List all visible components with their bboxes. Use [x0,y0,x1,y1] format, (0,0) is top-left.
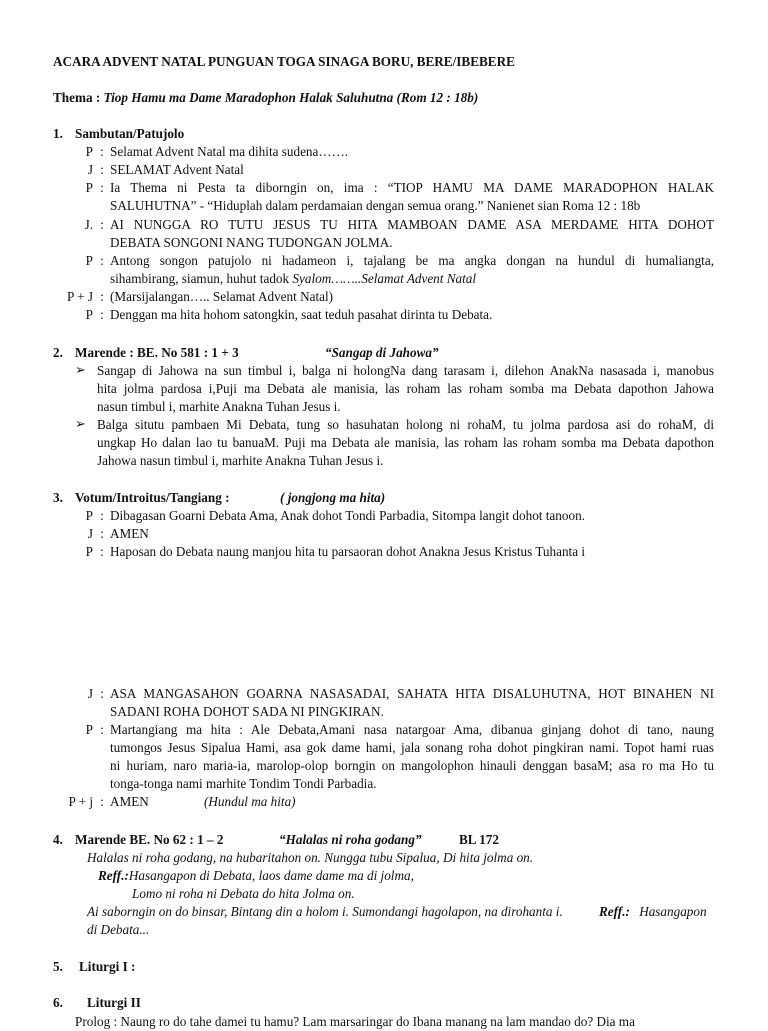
document-page: ACARA ADVENT NATAL PUNGUAN TOGA SINAGA BORU, BERE/IBEBERE Thema : Tiop Hamu ma Dame Maradophon Halak Saluhutna (Rom 12 : 18b) 1. Sambutan/Patujolo P : Selamat Advent Natal ma dihita sudena……. J : SELAMAT Advent Natal P : Ia Thema ni Pesta ta diborngin on, ima : “TIOP HAMU MA DAME MARADOPHON HALAK SALUHUTNA” - “Hiduplah dalam perdamaian dengan semua orang.” Nanienet sian Roma 12 : 18b J. : AI NUNGGA RO TUTU JESUS TU HITA MAMBOAN DAME ASA MERDAME HITA DOHOT DEBATA SONGONI NANG TUDONGAN JOLMA. P : Antong songon patujolo ni hadameon i, tajalang be ma angka dongan na hundul di humaliangta, sihambirang, siamun, huhut tadok Syalom……..Selamat Advent Natal P + J : (Marsijalangan….. Selamat Advent Natal) P : Denggan ma hita hohom satongkin, saat teduh pasahat dirinta tu Debata. 2. Marende : BE. No 581 : 1 + 3 “Sangap di Jahowa” ➢ Sangap di Jahowa na sun timbul i, balga ni holongNa dang tarasam i, dilehon AnakNa nasasada i, manobus hita jolma pardosa i,Puji ma Debata ale manisia, las roham las roham somba ma Debata dapothon Jahowa nasun timbul i, marhite Anakna Tuhan Jesus i. ➢ Balga situtu pambaen Mi Debata, tung so hasuhatan holong ni rohaM, tu jolma pardosa asi do rohaM, di ungkap Ho dalan lao tu banuaM. Puji ma Debata ale manisia, las roham las roham somba ma Debata dapothon Jahowa nasun timbul i, marhite Anakna Tuhan Jesus i. 3. Votum/Introitus/Tangiang : ( jongjong ma hita) P : Dibagasan Goarni Debata Ama, Anak dohot Tondi Parbadia, Sitompa langit dohot tanoon. J : AMEN P : Haposan do Debata naung manjou hita tu parsaoran dohot Anakna Jesus Kristus Tuhanta i J : ASA MANGASAHON GOARNA NASASADAI, SAHATA HITA DISALUHUTNA, HOT BINAHEN NI SADANI ROHA DOHOT SADA NI PINGKIRAN. P : Martangiang ma hita : Ale Debata,Amani nasa natargoar Ama, dibanua ginjang dohot di tano, naung tumongos Jesus Sipalua Hami, asa gok dame hami, jala sonang roha dohot pingkiran nami. Topot hami ruas ni huriam, naro maria-ia, marolop-olop borngin on mangolophon hinauli denggan basaM; asa ro ma Ho tu tonga-tonga nami marhite Tondim Tondi Parbadia. P + j : AMEN (Hundul ma hita) 4. Marende BE. No 62 : 1 – 2 “Halalas ni roha godang” BL 172 Halalas ni roha godang, na hubaritahon on. Nungga tubu Sipalua, Di hita jolma on. Reff.:Hasangapon di Debata, laos dame dame ma di jolma, Lomo ni roha ni Debata do hita Jolma on. Ai saborngin on do binsar, Bintang din a holom i. Sumondangi hagolapon, na dirohanta i. Reff.: Hasangapon di Debata... 5. Liturgi I : 6. Liturgi II Prolog : Naung ro do tahe damei tu hamu? Lam marsaringar do Ibana manang na lam mandao do? Dia ma [53,54,714,1029]
section-heading [53,958,135,976]
row-text: AI NUNGGA RO TUTU JESUS TU HITA MAMBOAN DAME ASA MERDAME HITA DOHOT DEBATA SONGONI NANG TUDONGAN JOLMA. [110,217,714,250]
arrow-bullet-icon: ➢ [75,363,86,378]
section-title: Marende : BE. No 581 : 1 + 3 [75,345,239,360]
row-text: ASA MANGASAHON GOARNA NASASADAI, SAHATA HITA DISALUHUTNA, HOT BINAHEN NI SADANI ROHA DOHOT SADA NI PINGKIRAN. [110,686,714,719]
row-text: AMEN [110,526,149,541]
section-number: 4. [53,832,63,847]
section-title: Sambutan/Patujolo [75,126,185,141]
row-text: Selamat Advent Natal ma dihita sudena……. [110,144,349,159]
section-heading [53,125,184,143]
speaker-label: J. [84,217,93,232]
row-text: (Marsijalangan….. Selamat Advent Natal) [110,289,334,304]
verse-text: Sangap di Jahowa na sun timbul i, balga ni holongNa dang tarasam i, dilehon AnakNa nasasada i, manobus hita jolma pardosa i,Puji ma Debata ale manisia, las roham las roham somba ma Debata dapothon Jahowa nasun timbul i, marhite Anakna Tuhan Jesus i. [97,363,714,414]
hymn-reference: BL 172 [459,832,499,847]
row-text: Denggan ma hita hohom satongkin, saat teduh pasahat dirinta tu Debata. [110,307,493,322]
theme-line [53,89,478,107]
section-number: 5. [53,959,63,974]
speaker-label: J [87,162,93,177]
speaker-label: P + j [68,794,93,809]
speaker-label: P [85,722,93,737]
row-text: SELAMAT Advent Natal [110,162,244,177]
section-number: 1. [53,126,63,141]
row-text: Ia Thema ni Pesta ta diborngin on, ima : “TIOP HAMU MA DAME MARADOPHON HALAK SALUHUTNA” - “Hiduplah dalam perdamaian dengan semua orang.” Nanienet sian Roma 12 : 18b [110,180,714,213]
section-title: Liturgi I : [79,959,136,974]
prolog-line: Prolog : Naung ro do tahe damei tu hamu? Lam marsaringar do Ibana manang na lam mandao do? Dia ma [75,1014,635,1029]
speaker-label: P + J [66,289,93,304]
row-text: Antong songon patujolo ni hadameon i, tajalang be ma angka dongan na hundul di humaliangta, sihambirang, siamun, huhut tadok Syalom……..Selamat Advent Natal [110,253,714,286]
row-text: Dibagasan Goarni Debata Ama, Anak dohot Tondi Parbadia, Sitompa langit dohot tanoon. [110,508,585,523]
verse-text: Balga situtu pambaen Mi Debata, tung so hasuhatan holong ni rohaM, tu jolma pardosa asi do rohaM, di ungkap Ho dalan lao tu banuaM. Puji ma Debata ale manisia, las roham las roham somba ma Debata dapothon Jahowa nasun timbul i, marhite Anakna Tuhan Jesus i. [97,417,714,468]
posture-note: ( jongjong ma hita) [280,490,386,505]
row-text: Martangiang ma hita : Ale Debata,Amani nasa natargoar Ama, dibanua ginjang dohot di tano, naung tumongos Jesus Sipalua Hami, asa gok dame hami, jala sonang roha dohot pingkiran nami. Topot hami ruas ni huriam, naro maria-ia, marolop-olop borngin on mangolophon hinauli denggan basaM; asa ro ma Ho tu tonga-tonga nami marhite Tondim Tondi Parbadia. [110,722,714,791]
speaker-label: P [85,180,93,195]
section-heading [53,344,439,362]
hymn-title: “Halalas ni roha godang” [279,832,422,847]
speaker-label: J [87,686,93,701]
section-heading [53,489,386,507]
speaker-label: P [85,144,93,159]
speaker-label: J [87,526,93,541]
section-heading [53,994,141,1012]
speaker-label: P [85,253,93,268]
section-number: 2. [53,345,63,360]
document-title: ACARA ADVENT NATAL PUNGUAN TOGA SINAGA BORU, BERE/IBEBERE [53,54,515,69]
speaker-label: P [85,307,93,322]
hymn-line: Lomo ni roha ni Debata do hita Jolma on. [132,886,355,901]
refrain-label: Reff.: [98,868,129,883]
theme-label: Thema : [53,90,101,105]
speaker-label: P [85,544,93,559]
hymn-line: Halalas ni roha godang, na hubaritahon on. Nungga tubu Sipalua, Di hita jolma on. [87,850,534,865]
section-number: 3. [53,490,63,505]
section-title: Marende BE. No 62 : 1 – 2 [75,832,224,847]
hymn-line: di Debata... [87,922,150,937]
section-title: Votum/Introitus/Tangiang : [75,490,230,505]
row-text: Haposan do Debata naung manjou hita tu parsaoran dohot Anakna Jesus Kristus Tuhanta i [110,544,586,559]
speaker-label: P [85,508,93,523]
hymn-line: Ai saborngin on do binsar, Bintang din a holom i. Sumondangi hagolapon, na dirohanta i. Reff.: Hasangapon [87,904,707,919]
refrain-label: Reff.: [599,904,630,919]
theme-value: Tiop Hamu ma Dame Maradophon Halak Saluhutna (Rom 12 : 18b) [103,90,479,105]
row-text: AMEN (Hundul ma hita) [110,794,296,809]
section-number: 6. [53,995,63,1010]
hymn-title: “Sangap di Jahowa” [325,345,439,360]
hymn-line: Reff.:Hasangapon di Debata, laos dame dame ma di jolma, [98,868,414,883]
posture-note: (Hundul ma hita) [204,794,296,809]
arrow-bullet-icon: ➢ [75,417,86,432]
section-heading [53,831,499,849]
section-title: Liturgi II [87,995,141,1010]
